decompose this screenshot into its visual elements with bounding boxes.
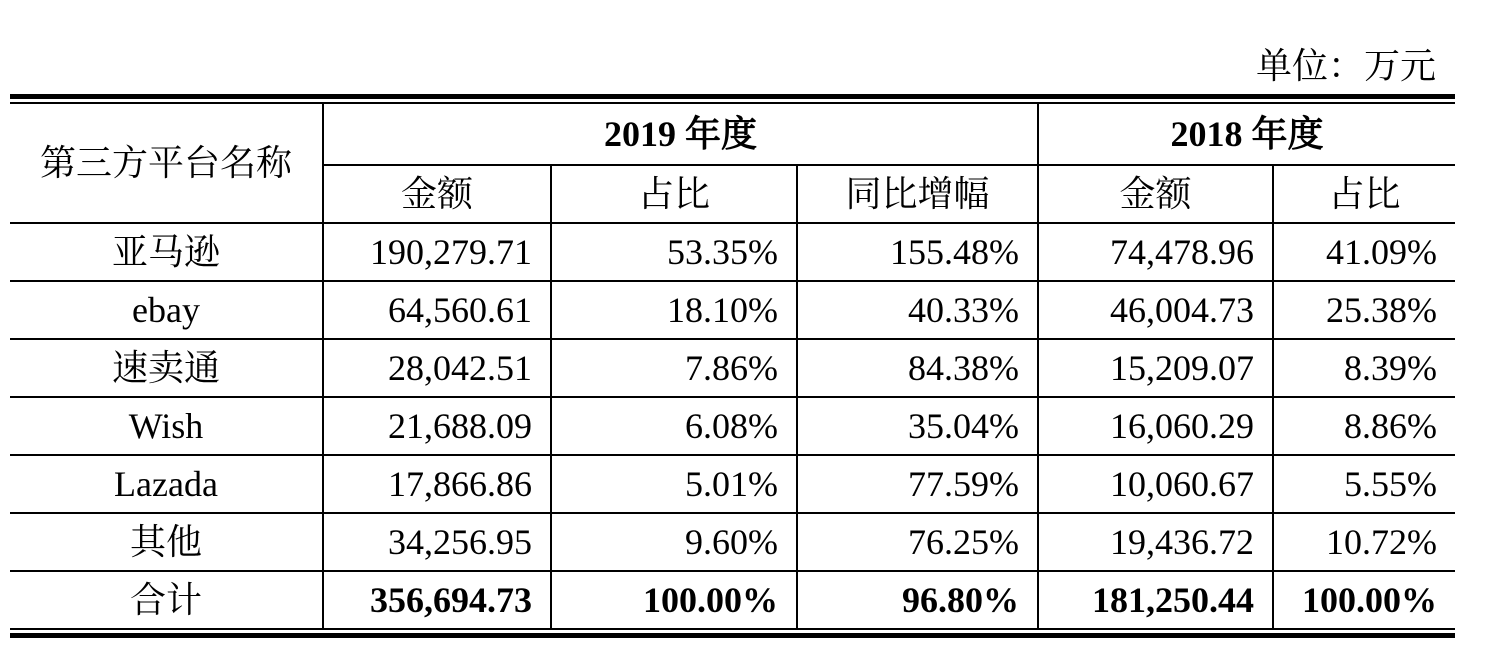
bottom-thick-rule	[10, 633, 1455, 638]
share-2019: 6.08%	[551, 397, 797, 455]
platform-name: Wish	[10, 397, 323, 455]
yoy-growth: 84.38%	[797, 339, 1038, 397]
amount-2018: 16,060.29	[1038, 397, 1273, 455]
header-platform-name: 第三方平台名称	[10, 104, 323, 223]
table-row	[10, 455, 1455, 513]
share-2019: 9.60%	[551, 513, 797, 571]
yoy-growth: 155.48%	[797, 223, 1038, 281]
amount-2018: 46,004.73	[1038, 281, 1273, 339]
amount-2019: 28,042.51	[323, 339, 551, 397]
amount-2018: 10,060.67	[1038, 455, 1273, 513]
header-share-2018: 占比	[1273, 165, 1455, 223]
platform-revenue-table	[10, 94, 1455, 638]
header-amount-2019: 金额	[323, 165, 551, 223]
header-year-2019: 2019 年度	[323, 104, 1038, 165]
amount-2019: 64,560.61	[323, 281, 551, 339]
share-2019: 53.35%	[551, 223, 797, 281]
total-row	[10, 571, 1455, 628]
total-label: 合计	[10, 571, 323, 628]
platform-name: 速卖通	[10, 339, 323, 397]
amount-2019: 17,866.86	[323, 455, 551, 513]
total-amount-2018: 181,250.44	[1038, 571, 1273, 628]
share-2019: 7.86%	[551, 339, 797, 397]
header-yoy-2019: 同比增幅	[797, 165, 1038, 223]
share-2018: 8.39%	[1273, 339, 1455, 397]
total-share-2019: 100.00%	[551, 571, 797, 628]
amount-2019: 21,688.09	[323, 397, 551, 455]
total-yoy-growth: 96.80%	[797, 571, 1038, 628]
share-2018: 8.86%	[1273, 397, 1455, 455]
header-row-years	[10, 104, 1455, 165]
table-row	[10, 513, 1455, 571]
amount-2018: 74,478.96	[1038, 223, 1273, 281]
platform-name: Lazada	[10, 455, 323, 513]
total-share-2018: 100.00%	[1273, 571, 1455, 628]
amount-2019: 34,256.95	[323, 513, 551, 571]
platform-name: ebay	[10, 281, 323, 339]
table-row	[10, 397, 1455, 455]
data-table	[10, 104, 1455, 628]
yoy-growth: 35.04%	[797, 397, 1038, 455]
unit-label: 单位：万元	[1255, 46, 1436, 86]
table-row	[10, 223, 1455, 281]
share-2018: 41.09%	[1273, 223, 1455, 281]
share-2018: 10.72%	[1273, 513, 1455, 571]
total-amount-2019: 356,694.73	[323, 571, 551, 628]
share-2019: 18.10%	[551, 281, 797, 339]
amount-2019: 190,279.71	[323, 223, 551, 281]
yoy-growth: 40.33%	[797, 281, 1038, 339]
yoy-growth: 77.59%	[797, 455, 1038, 513]
amount-2018: 15,209.07	[1038, 339, 1273, 397]
header-share-2019: 占比	[551, 165, 797, 223]
share-2018: 25.38%	[1273, 281, 1455, 339]
share-2018: 5.55%	[1273, 455, 1455, 513]
share-2019: 5.01%	[551, 455, 797, 513]
header-amount-2018: 金额	[1038, 165, 1273, 223]
platform-name: 其他	[10, 513, 323, 571]
table-row	[10, 339, 1455, 397]
table-row	[10, 281, 1455, 339]
amount-2018: 19,436.72	[1038, 513, 1273, 571]
platform-name: 亚马逊	[10, 223, 323, 281]
yoy-growth: 76.25%	[797, 513, 1038, 571]
header-year-2018: 2018 年度	[1038, 104, 1455, 165]
